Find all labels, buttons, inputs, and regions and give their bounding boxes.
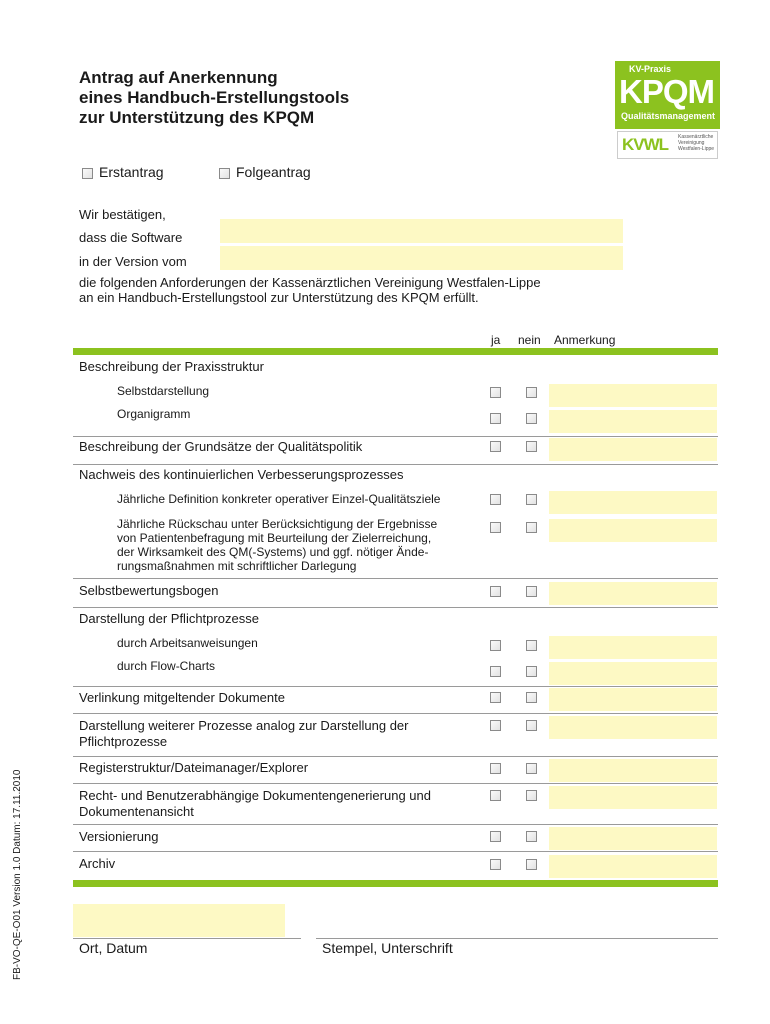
section-versionierung: Versionierung	[79, 829, 159, 844]
ja-checkbox[interactable]	[490, 763, 501, 774]
section-dokumentengenerierung: Recht- und Benutzerabhängige Dokumentengenerierung und Dokumentenansicht	[79, 788, 431, 819]
divider	[73, 607, 718, 608]
ja-checkbox[interactable]	[490, 720, 501, 731]
item-einzel-qualitaetsziele: Jährliche Definition konkreter operativer Einzel-Qualitätsziele	[117, 492, 441, 506]
logo-kvwl-text: KVWL	[622, 135, 669, 154]
kpqm-logo	[615, 61, 720, 159]
intro-req-2: an ein Handbuch-Erstellungstool zur Unterstützung des KPQM erfüllt.	[79, 290, 479, 305]
section-selbstbewertungsbogen: Selbstbewertungsbogen	[79, 583, 219, 598]
intro-line-2: dass die Software	[79, 230, 183, 245]
nein-checkbox[interactable]	[526, 859, 537, 870]
anmerkung-field[interactable]	[549, 582, 717, 605]
top-divider	[73, 348, 718, 355]
anmerkung-field[interactable]	[549, 636, 717, 659]
nein-checkbox[interactable]	[526, 831, 537, 842]
ja-checkbox[interactable]	[490, 441, 501, 452]
nein-checkbox[interactable]	[526, 720, 537, 731]
item-arbeitsanweisungen: durch Arbeitsanweisungen	[117, 636, 258, 650]
title-line-2: eines Handbuch-Erstellungstools	[79, 88, 350, 107]
item-selbstdarstellung: Selbstdarstellung	[117, 384, 210, 398]
divider	[73, 464, 718, 465]
bottom-divider	[73, 880, 718, 887]
nein-checkbox[interactable]	[526, 441, 537, 452]
item-jaehrliche-rueckschau: Jährliche Rückschau unter Berücksichtigung der Ergebnisse von Patientenbefragung mit Beurteilung der Zielerreichung, der Wirksamkeit des QM(-Systems) und ggf. nötiger Ände- rungsmaßnahmen mit schriftlicher Darlegung	[117, 517, 438, 573]
nein-checkbox[interactable]	[526, 763, 537, 774]
ja-checkbox[interactable]	[490, 859, 501, 870]
section-praxisstruktur: Beschreibung der Praxisstruktur	[79, 359, 264, 374]
divider	[73, 756, 718, 757]
anmerkung-field[interactable]	[549, 384, 717, 407]
divider	[73, 851, 718, 852]
stempel-label: Stempel, Unterschrift	[322, 940, 453, 956]
ja-checkbox[interactable]	[490, 790, 501, 801]
item-flow-charts: durch Flow-Charts	[117, 659, 216, 673]
section-weitere-prozesse: Darstellung weiterer Prozesse analog zur Darstellung der Pflichtprozesse	[79, 718, 409, 749]
section-verbesserungsprozess: Nachweis des kontinuierlichen Verbesserungsprozesses	[79, 467, 404, 482]
folgeantrag-label: Folgeantrag	[236, 164, 311, 180]
kpqm-logo-green-box	[615, 61, 720, 129]
title-line-1: Antrag auf Anerkennung	[79, 68, 278, 87]
divider	[73, 713, 718, 714]
item-organigramm: Organigramm	[117, 407, 191, 421]
anmerkung-field[interactable]	[549, 410, 717, 433]
form-title	[79, 68, 349, 128]
folgeantrag-checkbox[interactable]	[219, 168, 230, 179]
divider	[73, 783, 718, 784]
ja-checkbox[interactable]	[490, 692, 501, 703]
logo-kpqm-text: KPQM	[619, 73, 714, 110]
anmerkung-field[interactable]	[549, 491, 717, 514]
ja-checkbox[interactable]	[490, 831, 501, 842]
divider	[73, 578, 718, 579]
stempel-line	[316, 938, 718, 939]
erstantrag-label: Erstantrag	[99, 164, 164, 180]
anmerkung-field[interactable]	[549, 438, 717, 461]
nein-checkbox[interactable]	[526, 494, 537, 505]
ja-checkbox[interactable]	[490, 494, 501, 505]
anmerkung-field[interactable]	[549, 827, 717, 850]
section-archiv: Archiv	[79, 856, 116, 871]
nein-checkbox[interactable]	[526, 640, 537, 651]
nein-checkbox[interactable]	[526, 666, 537, 677]
logo-qm-text: Qualitätsmanagement	[621, 111, 716, 121]
section-qualitaetspolitik: Beschreibung der Grundsätze der Qualitätspolitik	[79, 439, 363, 454]
ja-checkbox[interactable]	[490, 413, 501, 424]
ja-checkbox[interactable]	[490, 387, 501, 398]
kvwl-logo-box	[617, 131, 718, 159]
anmerkung-field[interactable]	[549, 662, 717, 685]
intro-line-3: in der Version vom	[79, 254, 187, 269]
title-line-3: zur Unterstützung des KPQM	[79, 108, 315, 127]
divider	[73, 686, 718, 687]
ja-checkbox[interactable]	[490, 586, 501, 597]
ja-checkbox[interactable]	[490, 666, 501, 677]
version-field[interactable]	[220, 246, 623, 270]
nein-checkbox[interactable]	[526, 522, 537, 533]
anmerkung-field[interactable]	[549, 519, 717, 542]
section-pflichtprozesse: Darstellung der Pflichtprozesse	[79, 611, 259, 626]
anmerkung-field[interactable]	[549, 688, 717, 711]
logo-kv-text: KV-Praxis	[629, 64, 672, 74]
ort-datum-label: Ort, Datum	[79, 940, 148, 956]
anmerkung-field[interactable]	[549, 855, 717, 878]
nein-checkbox[interactable]	[526, 387, 537, 398]
ja-checkbox[interactable]	[490, 522, 501, 533]
section-registerstruktur: Registerstruktur/Dateimanager/Explorer	[79, 760, 309, 775]
erstantrag-checkbox[interactable]	[82, 168, 93, 179]
ort-datum-field[interactable]	[73, 904, 285, 937]
logo-org-text: Kassenärztliche Vereinigung Westfalen-Lippe	[678, 134, 715, 152]
form-id-vertical-text: FB-VO-QE-O01 Version 1.0 Datum: 17.11.2010	[12, 769, 23, 980]
nein-checkbox[interactable]	[526, 790, 537, 801]
nein-checkbox[interactable]	[526, 586, 537, 597]
anmerkung-field[interactable]	[549, 759, 717, 782]
ja-checkbox[interactable]	[490, 640, 501, 651]
nein-checkbox[interactable]	[526, 692, 537, 703]
anmerkung-field[interactable]	[549, 786, 717, 809]
section-verlinkung: Verlinkung mitgeltender Dokumente	[79, 690, 285, 705]
divider	[73, 436, 718, 437]
software-field[interactable]	[220, 219, 623, 243]
divider	[73, 824, 718, 825]
column-ja: ja	[491, 333, 501, 347]
column-nein: nein	[518, 333, 541, 347]
column-anmerkung: Anmerkung	[554, 333, 616, 347]
ort-datum-line	[73, 938, 301, 939]
anmerkung-field[interactable]	[549, 716, 717, 739]
intro-line-1: Wir bestätigen,	[79, 207, 166, 222]
nein-checkbox[interactable]	[526, 413, 537, 424]
intro-req-1: die folgenden Anforderungen der Kassenärztlichen Vereinigung Westfalen-Lippe	[79, 275, 541, 290]
